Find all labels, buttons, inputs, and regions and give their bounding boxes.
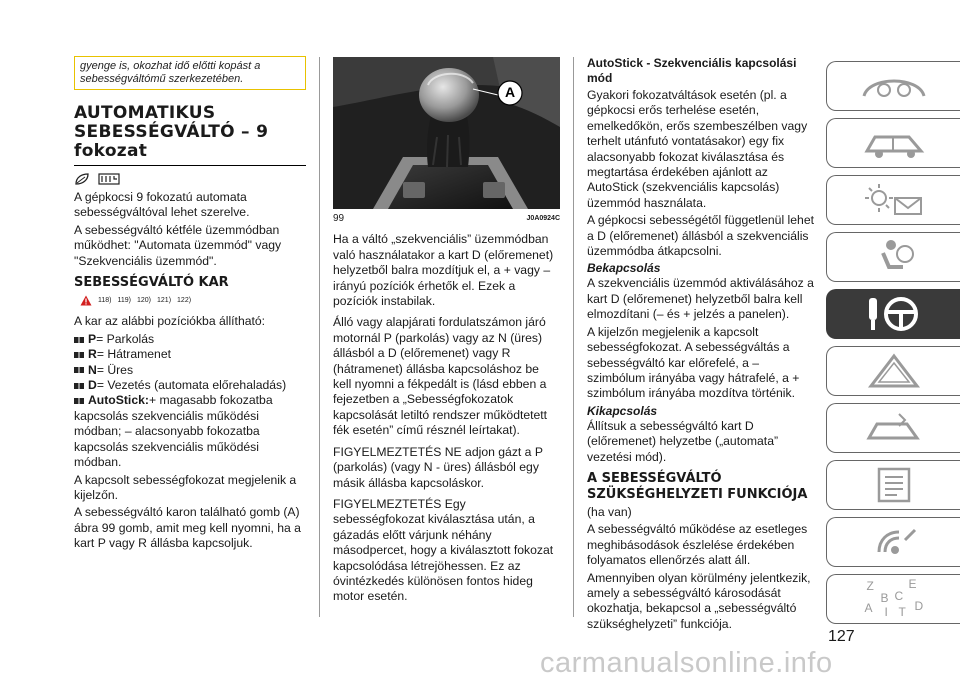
book-bullet-icon <box>74 351 84 359</box>
book-bullet-icon <box>74 397 84 405</box>
middle-column <box>333 57 560 607</box>
tab-index[interactable] <box>826 574 960 624</box>
emergency-paragraph-1: A sebességváltó működése az esetleges meghibásodások észlelése érdekében folyamatos ellenőrzés alatt áll. <box>587 522 808 568</box>
autostick-paragraph-1: Gyakori fokozatváltások esetén (pl. a gépkocsi erős terhelése esetén, emelkedőkön, erős szembeszélben vagy terhelt utánfutó vontatásakor) egy fix alacsonyabb fokozat kiválasztása és megtartása érdekében ajánlott az AutoStick (szekvenciális kapcsolás) üzemmód használata. <box>587 88 808 210</box>
figure-caption <box>333 211 560 226</box>
position-item: N = Üres <box>74 363 306 378</box>
modes-paragraph: A sebességváltó kétféle üzemmódban működhet: "Automata üzemmód" vagy "Szekvenciális üzemmód". <box>74 222 282 268</box>
engage-title: Bekapcsolás <box>587 261 661 276</box>
light-warning-icon <box>859 180 929 220</box>
engage-paragraph-1: A szekvenciális üzemmód aktiválásához a kart D (előremenet) helyzetből balra kell elmozdítani (– és + jelzés a panelen). <box>587 276 814 322</box>
tab-safety[interactable] <box>826 232 960 282</box>
car-dashboard-icon <box>859 66 929 106</box>
tab-lights[interactable] <box>826 175 960 225</box>
gear-selector-icon <box>98 172 120 186</box>
title-underline <box>74 165 306 166</box>
tab-technical-data[interactable] <box>826 460 960 510</box>
ref-118: 118) <box>98 297 112 305</box>
watermark: carmanualsonline.info <box>540 647 833 679</box>
autostick-description: kapcsolás szekvenciális működési módban; – alacsonyabb fokozatba kapcsolás szekvenciális működési módban. <box>74 408 260 470</box>
caution-note: gyenge is, okozhat idő előtti kopást a sebességváltómű szerkezetében. <box>74 56 306 90</box>
figure-number: 99 <box>333 213 345 224</box>
tab-emergency[interactable] <box>826 346 960 396</box>
tab-doors[interactable] <box>826 118 960 168</box>
chapter-tabs <box>826 61 960 631</box>
position-item: AutoStick: + magasabb fokozatba <box>74 393 306 408</box>
sequential-paragraph: Ha a váltó „szekvenciális” üzemmódban való használatakor a kart D (előremenet) helyzetből balra mozdítjuk el, a + vagy – irányú pozíciók érhetők el. Ezek a pozíciók instabilak. <box>333 232 554 309</box>
position-item: D = Vezetés (automata előrehaladás) <box>74 378 306 393</box>
section-title: AUTOMATIKUS SEBESSÉGVÁLTÓ – 9 fokozat <box>74 103 269 161</box>
warning-triangle-icon <box>80 295 92 306</box>
display-paragraph: A kapcsolt sebességfokozat megjelenik a kijelzőn. <box>74 472 297 502</box>
disengage-paragraph: Állítsuk a sebességváltó kart D (előremenet) helyzetbe („automata” vezetési mód). <box>587 418 779 464</box>
ref-120: 120) <box>137 297 152 305</box>
warning-triangle-icon <box>859 351 929 391</box>
tab-dashboard[interactable] <box>826 61 960 111</box>
car-doors-icon <box>859 123 929 163</box>
column-divider <box>573 57 574 617</box>
emergency-subtitle: (ha van) <box>587 504 632 519</box>
emergency-title: A SEBESSÉGVÁLTÓ SZÜKSÉGHELYZETI FUNKCIÓJA <box>587 470 808 502</box>
key-steering-wheel-icon <box>859 292 929 336</box>
subsection-title: SEBESSÉGVÁLTÓ KAR <box>74 275 229 291</box>
warning-references <box>80 293 306 308</box>
figure-code: J0A0924C <box>526 215 560 222</box>
gear-lever-photo <box>333 57 560 209</box>
book-bullet-icon <box>74 336 84 344</box>
car-service-icon <box>859 408 929 448</box>
eco-leaf-icon <box>74 172 96 186</box>
right-column <box>587 56 819 634</box>
feature-icons <box>74 172 306 186</box>
warning-paragraph-2: FIGYELMEZTETÉS Egy sebességfokozat kiválasztása után, a gázadás előtt várjunk néhány másodpercet, hogy a kiválasztott fokozat kapcsolódása létrejöhessen. Ez az óvintézkedés különösen fontos hideg motor esetén. <box>333 496 554 604</box>
multimedia-icon <box>859 522 929 562</box>
gear-lever-illustration <box>333 57 560 209</box>
callout-label-a: A <box>504 84 516 100</box>
technical-data-icon <box>859 465 929 505</box>
autostick-paragraph-2: A gépkocsi sebességétől függetlenül lehet a D (előremenet) állásból a szekvenciális üzemmódba átkapcsolni. <box>587 213 814 259</box>
page-number: 127 <box>828 628 855 645</box>
tab-maintenance[interactable] <box>826 403 960 453</box>
book-bullet-icon <box>74 366 84 374</box>
column-divider <box>319 57 320 617</box>
position-item: R = Hátramenet <box>74 347 306 362</box>
tab-multimedia[interactable] <box>826 517 960 567</box>
tab-starting-driving[interactable] <box>826 289 960 339</box>
brake-paragraph: Álló vagy alapjárati fordulatszámon járó motornál P (parkolás) vagy az N (üres) állásból a D (előremenet) vagy R (hátramenet) állásba kapcsoláshoz be kell nyomni a fékpedált is (lásd ebben a fejezetben a „Sebességfokozatok kapcsolását letiltó rendszer működtetett fék esetén” című résznél leírtakat). <box>333 315 548 438</box>
emergency-paragraph-2: Amennyiben olyan körülmény jelentkezik, amely a sebességváltó károsodását okozhatja, bekapcsol a „sebességváltó szükséghelyzeti” funkciója. <box>587 570 811 631</box>
ref-119: 119) <box>117 297 131 305</box>
index-letters-icon: Z E B C A D I T <box>864 577 924 619</box>
intro-paragraph: A gépkocsi 9 fokozatú automata sebességváltóval lehet szerelve. <box>74 190 250 220</box>
ref-121: 121) <box>157 297 172 305</box>
book-bullet-icon <box>74 382 84 390</box>
positions-intro: A kar az alábbi pozíciókba állítható: <box>74 314 266 329</box>
button-paragraph: A sebességváltó karon található gomb (A) ábra 99 gomb, amit meg kell nyomni, ha a kart P vagy R állásba kapcsoljuk. <box>74 505 301 551</box>
warning-paragraph-1: FIGYELMEZTETÉS NE adjon gázt a P (parkolás) (vagy N - üres) állásból egy másik állásba kapcsoláskor. <box>333 444 543 490</box>
autostick-title: AutoStick - Szekvenciális kapcsolási mód <box>587 56 797 85</box>
position-item: P = Parkolás <box>74 332 306 347</box>
disengage-title: Kikapcsolás <box>587 403 658 418</box>
left-column <box>74 56 306 554</box>
ref-122: 122) <box>177 297 192 305</box>
airbag-seat-icon <box>859 237 929 277</box>
engage-paragraph-2: A kijelzőn megjelenik a kapcsolt sebességfokozat. A sebességváltás a sebességváltó kar előrefelé, a – szimbólum irányába vagy hátrafelé, a + szimbólum irányába mozdítva történik. <box>587 324 800 401</box>
